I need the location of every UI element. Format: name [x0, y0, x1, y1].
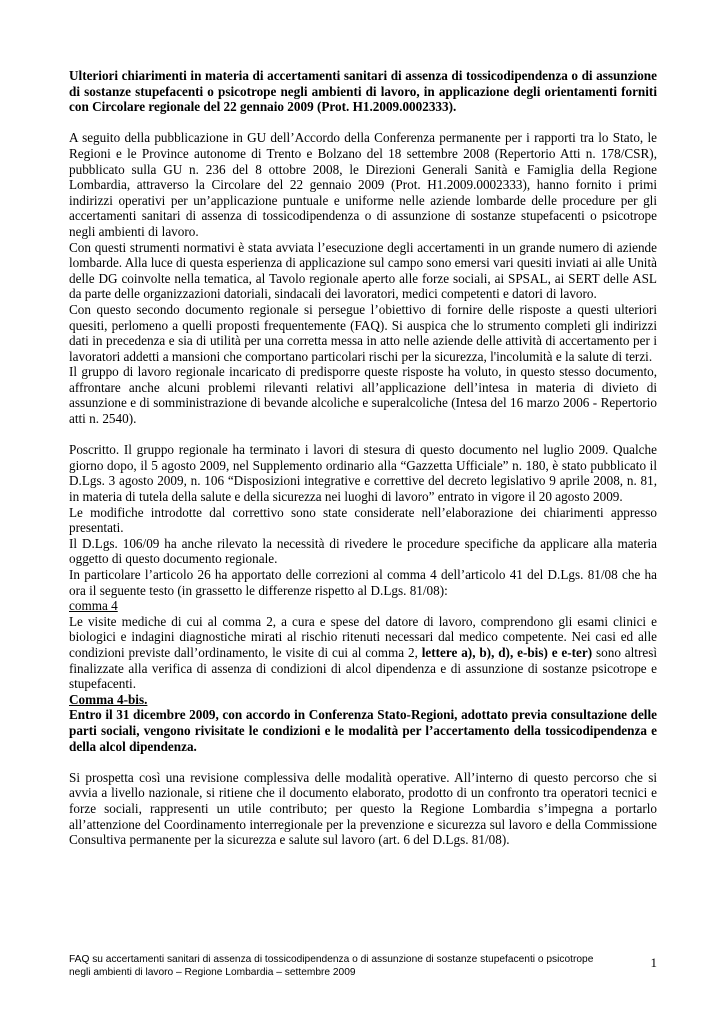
- comma-4-bis-heading: Comma 4-bis.: [69, 691, 148, 707]
- paragraph-revisione: Si prospetta così una revisione complessiva delle modalità operative. All’interno di questo percorso che si avvia a livello nazionale, si ritiene che il documento elaborato, prodotto di un confronto tra operatori tecnici e forze sociali, rappresenti un utile contributo; per questo la Regione Lombardia s’impegna a portarlo all’attenzione del Coordinamento interregionale per la prevenzione e sicurezza sul lavoro e della Commissione Consultiva permanente per la sicurezza e salute sul lavoro (art. 6 del D.Lgs. 81/08).: [69, 769, 657, 848]
- footer-line-1: FAQ su accertamenti sanitari di assenza di tossicodipendenza o di assunzione di sostanze stupefacenti o psicotrope: [69, 954, 594, 965]
- paragraph-articolo-26: In particolare l’articolo 26 ha apportato delle correzioni al comma 4 dell’articolo 41 del D.Lgs. 81/08 che ha ora il seguente testo (in grassetto le differenze rispetto al D.Lgs. 81/08):: [69, 567, 657, 598]
- spacer: [69, 427, 657, 443]
- paragraph-poscritto: Poscritto. Il gruppo regionale ha terminato i lavori di stesura di questo documento nel luglio 2009. Qualche giorno dopo, il 5 agosto 2009, nel Supplemento ordinario alla “Gazzetta Ufficiale” n. 180, è stato pubblicato il D.Lgs. 3 agosto 2009, n. 106 “Disposizioni integrative e correttive del decreto legislativo 9 aprile 2008, n. 81, in materia di tutela della salute e della sicurezza nei luoghi di lavoro” entrato in vigore il 20 agosto 2009.: [69, 442, 657, 505]
- comma-4-text: [69, 614, 657, 692]
- comma-4-bis-text: Entro il 31 dicembre 2009, con accordo in Conferenza Stato-Regioni, adottato previa consultazione delle parti sociali, vengono rivisitate le condizioni e le modalità per l’accertamento della tossicodipendenza e della alcol dipendenza.: [69, 707, 657, 754]
- document-title: Ulteriori chiarimenti in materia di accertamenti sanitari di assenza di tossicodipendenza o di assunzione di sostanze stupefacenti o psicotrope negli ambienti di lavoro, in applicazione degli orientamenti forniti con Circolare regionale del 22 gennaio 2009 (Prot. H1.2009.0002333).: [69, 68, 657, 115]
- page-footer: [69, 953, 657, 979]
- footer-text: [69, 953, 634, 979]
- document-page: [69, 68, 657, 848]
- comma-4-heading: comma 4: [69, 598, 118, 614]
- comma-4-tail: sono altresì finalizzate alla verifica di assenza di condizioni di alcol dipendenza e di assunzione di sostanze psicotrope e stupefacenti.: [69, 644, 657, 692]
- paragraph-dlgs-106: Il D.Lgs. 106/09 ha anche rilevato la necessità di rivedere le procedure specifiche da applicare alla materia oggetto di questo documento regionale.: [69, 535, 657, 567]
- page-number: 1: [650, 955, 657, 970]
- spacer: [69, 115, 657, 131]
- paragraph-modifiche: Le modifiche introdotte dal correttivo sono state considerate nell’elaborazione dei chiarimenti appresso presentati.: [69, 504, 657, 536]
- spacer: [69, 754, 657, 770]
- footer-line-2: negli ambienti di lavoro – Regione Lombardia – settembre 2009: [69, 967, 356, 978]
- paragraph-strumenti: Con questi strumenti normativi è stata avviata l’esecuzione degli accertamenti in un grande numero di aziende lombarde. Alla luce di questa esperienza di applicazione sul campo sono emersi vari quesiti inviati ai alle Unità delle DG coinvolte nella tematica, al Tavolo regionale aperto alle forze sociali, ai SPSAL, ai SERT delle ASL da parte delle organizzazioni datoriali, sindacali dei lavoratori, medici competenti e datori di lavoro.: [69, 239, 657, 302]
- comma-4-bold-letters: lettere a), b), d), e-bis) e e-ter): [421, 644, 593, 660]
- comma-4-body: Le visite mediche di cui al comma 2, a cura e spese del datore di lavoro, comprendono gli esami clinici e biologici e indagini diagnostiche mirati al rischio ritenuti necessari dal medico competente. Nei casi ed alle condizioni previste dall’ordinamento, le visite di cui al comma 2,: [69, 613, 657, 660]
- paragraph-gruppo-lavoro: Il gruppo di lavoro regionale incaricato di predisporre queste risposte ha voluto, in questo stesso documento, affrontare anche alcuni problemi rilevanti relativi all’applicazione dell’intesa in materia di divieto di assunzione e di somministrazione di bevande alcoliche e superalcoliche (Intesa del 16 marzo 2006 - Repertorio atti n. 2540).: [69, 364, 657, 427]
- paragraph-intro: A seguito della pubblicazione in GU dell’Accordo della Conferenza permanente per i rapporti tra lo Stato, le Regioni e le Province autonome di Trento e Bolzano del 18 settembre 2008 (Repertorio Atti n. 178/CSR), pubblicato sulla GU n. 236 del 8 ottobre 2008, le Direzioni Generali Sanità e Famiglia della Regione Lombardia, attraverso la Circolare del 22 gennaio 2009 (Prot. H1.2009.0002333), hanno fornito i primi indirizzi operativi per un’applicazione puntuale e uniforme nelle aziende lombarde delle procedure per gli accertamenti sanitari di assenza di tossicodipendenza o di assunzione di sostanze stupefacenti o psicotrope negli ambienti di lavoro.: [69, 130, 657, 239]
- paragraph-secondo-documento: Con questo secondo documento regionale si persegue l’obiettivo di fornire delle risposte a questi ulteriori quesiti, perlomeno a quelli proposti frequentemente (FAQ). Si auspica che lo strumento completi gli indirizzi dati in precedenza e sia di utilità per una corretta messa in atto nelle aziende delle attività di accertamento per i lavoratori addetti a mansioni che comportano particolari rischi per la sicurezza, l'incolumità e la salute di terzi.: [69, 301, 657, 364]
